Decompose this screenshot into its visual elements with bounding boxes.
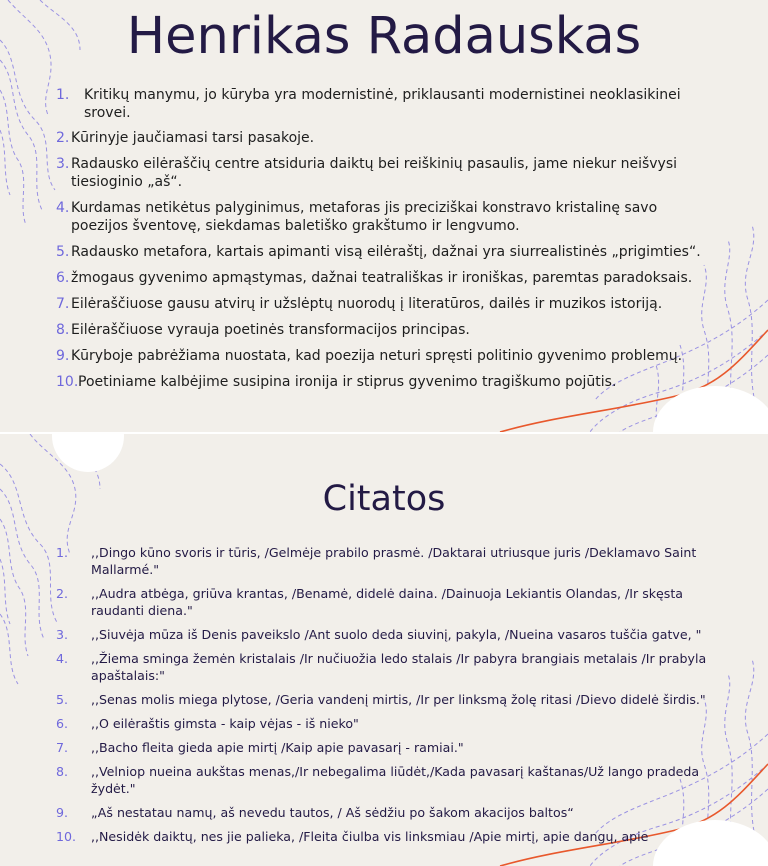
list-number: 5.: [56, 692, 69, 707]
list-item: [56, 585, 716, 619]
white-circle: [52, 434, 124, 472]
list-number: 8.: [56, 322, 70, 338]
list-number: 1.: [56, 545, 69, 560]
list-item: [56, 626, 716, 643]
list-item-text: Kūrinyje jaučiamasi tarsi pasakoje.: [71, 130, 315, 146]
list-item: [56, 373, 706, 391]
list-item-text: Radausko metafora, kartais apimanti visą eilėraštį, dažnai yra siurrealistinės „prigimties“.: [71, 244, 701, 260]
page-title: Henrikas Radauskas: [126, 7, 642, 66]
list-item-text: Kritikų manymu, jo kūryba yra modernistinė, priklausanti modernistinei neoklasikinei srovei.: [84, 87, 681, 121]
list-item: [56, 804, 716, 821]
list-number: 3.: [56, 627, 69, 642]
list-item: [56, 739, 716, 756]
list-item: [56, 650, 716, 684]
list-item: [56, 199, 706, 235]
list-item-text: Kūryboje pabrėžiama nuostata, kad poezija neturi spręsti politinio gyvenimo problemų.: [71, 348, 683, 364]
list-number: 9.: [56, 348, 70, 364]
list-number: 10.: [56, 829, 77, 844]
list-item-text: Eilėraščiuose vyrauja poetinės transformacijos principas.: [71, 322, 470, 338]
list-item-text: ,,Audra atbėga, griūva krantas, /Benamė, didelė daina. /Dainuoja Lekiantis Olandas, /Ir skęsta raudanti diena.": [91, 586, 684, 618]
list-item-text: ,,Nesidėk daiktų, nes jie palieka, /Fleita čiulba vis linksmiau /Apie mirtį, apie dangų, apie: [91, 829, 649, 844]
slide-henrikas-radauskas: [0, 0, 768, 432]
list-item: [56, 321, 706, 339]
list-number: 1.: [56, 87, 70, 103]
list-item-text: ,,Dingo kūno svoris ir tūris, /Gelmėje prabilo prasmė. /Daktarai utriusque juris /Deklamavo Saint Mallarmé.": [91, 545, 697, 577]
facts-list: [56, 86, 706, 391]
page-title: Citatos: [322, 479, 446, 519]
list-number: 3.: [56, 156, 70, 172]
list-item: [56, 129, 706, 147]
list-item-text: žmogaus gyvenimo apmąstymas, dažnai teatrališkas ir ironiškas, paremtas paradoksais.: [71, 270, 693, 286]
list-item: [56, 269, 706, 287]
list-number: 5.: [56, 244, 70, 260]
list-item: [56, 828, 716, 845]
list-item-text: ,,Siuvėja mūza iš Denis paveikslo /Ant suolo deda siuvinį, pakyla, /Nueina vasaros tuščia gatve, ": [91, 627, 702, 642]
list-item-text: ,,Velniop nueina aukštas menas,/Ir nebegalima liūdėt,/Kada pavasarį kaštanas/Už lango pradeda žydėt.": [91, 764, 700, 796]
list-number: 4.: [56, 200, 70, 216]
quotes-list: [56, 544, 716, 845]
list-item-text: ,,Bacho fleita gieda apie mirtį /Kaip apie pavasarį - ramiai.": [91, 740, 464, 755]
list-number: 9.: [56, 805, 69, 820]
list-item: [56, 691, 716, 708]
list-item: [56, 763, 716, 797]
list-item: [56, 243, 706, 261]
list-number: 6.: [56, 270, 70, 286]
list-item-text: Poetiniame kalbėjime susipina ironija ir stiprus gyvenimo tragiškumo pojūtis.: [78, 374, 617, 390]
list-item-text: Kurdamas netikėtus palyginimus, metaforas jis preciziškai konstravo kristalinę savo poezijos šventovę, siekdamas baletiško grakštumo ir lengvumo.: [71, 200, 658, 234]
list-item: [56, 155, 706, 191]
list-item: [56, 347, 706, 365]
list-item-text: „Aš nestatau namų, aš nevedu tautos, / Aš sėdžiu po šakom akacijos baltos“: [91, 805, 574, 820]
list-item-text: ,,O eilėraštis gimsta - kaip vėjas - iš nieko": [91, 716, 359, 731]
list-number: 6.: [56, 716, 69, 731]
list-item-text: Eilėraščiuose gausu atvirų ir užslėptų nuorodų į literatūros, dailės ir muzikos istoriją.: [71, 296, 663, 312]
list-item-text: ,,Senas molis miega plytose, /Geria vandenį mirtis, /Ir per linksmą žolę ritasi /Dievo didelė širdis.": [91, 692, 706, 707]
slide-citatos: [0, 434, 768, 866]
list-number: 7.: [56, 296, 70, 312]
list-item: [56, 715, 716, 732]
white-circle: [653, 386, 768, 432]
list-number: 2.: [56, 130, 70, 146]
list-item: [56, 295, 706, 313]
list-item: [56, 544, 716, 578]
list-item-text: Radausko eilėraščių centre atsiduria daiktų bei reiškinių pasaulis, jame niekur neišvysi tiesioginio „aš“.: [71, 156, 678, 190]
list-item-text: ,,Žiema sminga žemėn kristalais /Ir nučiuožia ledo stalais /Ir pabyra brangiais metalais /Ir prabyla apaštalais:": [91, 651, 707, 683]
list-number: 8.: [56, 764, 69, 779]
list-item: [56, 86, 706, 122]
list-number: 2.: [56, 586, 69, 601]
list-number: 10.: [56, 374, 79, 390]
list-number: 4.: [56, 651, 69, 666]
list-number: 7.: [56, 740, 69, 755]
